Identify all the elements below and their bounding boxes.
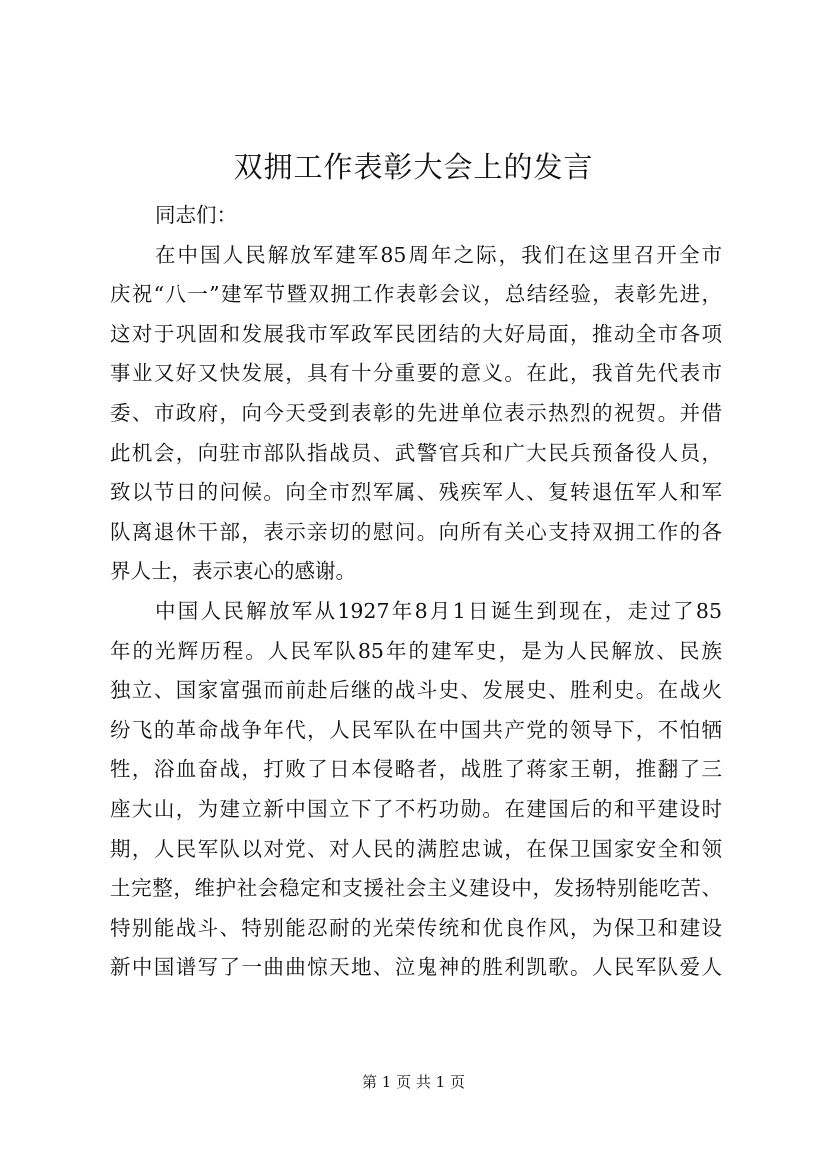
paragraph-line: 事业又好又快发展，具有十分重要的意义。在此，我首先代表市 [110, 361, 722, 386]
paragraph-line: 纷飞的革命战争年代，人民军队在中国共产党的领导下，不怕牺 [110, 717, 722, 742]
paragraph-line: 独立、国家富强而前赴后继的战斗史、发展史、胜利史。在战火 [110, 678, 722, 703]
paragraph-line: 委、市政府，向今天受到表彰的先进单位表示热烈的祝贺。并借 [110, 400, 722, 425]
document-body [110, 196, 722, 988]
paragraph-line: 年的光辉历程。人民军队85年的建军史，是为人民解放、民族 [110, 638, 722, 663]
paragraph-line: 期，人民军队以对党、对人民的满腔忠诚，在保卫国家安全和领 [110, 836, 722, 861]
paragraph-line: 在中国人民解放军建军85周年之际，我们在这里召开全市 [155, 242, 722, 267]
document-title: 双拥工作表彰大会上的发言 [233, 150, 594, 184]
paragraph-line: 此机会，向驻市部队指战员、武警官兵和广大民兵预备役人员， [110, 440, 722, 465]
paragraph-line: 界人士，表示衷心的感谢。 [110, 559, 356, 584]
paragraph-line: 中国人民解放军从1927年8月1日诞生到现在，走过了85 [155, 598, 722, 623]
page-number-footer: 第 1 页 共 1 页 [362, 1073, 465, 1091]
paragraph-2 [110, 592, 722, 988]
paragraph-1 [110, 236, 722, 592]
salutation: 同志们： [155, 203, 237, 227]
paragraph-line: 新中国谱写了一曲曲惊天地、泣鬼神的胜利凯歌。人民军队爱人 [110, 955, 722, 980]
paragraph-line: 土完整，维护社会稳定和支援社会主义建设中，发扬特别能吃苦、 [110, 876, 722, 901]
paragraph-line: 特别能战斗、特别能忍耐的光荣传统和优良作风，为保卫和建设 [110, 915, 722, 940]
paragraph-line: 庆祝“八一”建军节暨双拥工作表彰会议，总结经验，表彰先进， [110, 282, 722, 307]
paragraph-line: 座大山，为建立新中国立下了不朽功勋。在建国后的和平建设时 [110, 796, 722, 821]
paragraph-line: 致以节日的问候。向全市烈军属、残疾军人、复转退伍军人和军 [110, 480, 722, 505]
paragraph-line: 这对于巩固和发展我市军政军民团结的大好局面，推动全市各项 [110, 321, 722, 346]
paragraph-line: 队离退休干部，表示亲切的慰问。向所有关心支持双拥工作的各 [110, 519, 722, 544]
paragraph-line: 牲，浴血奋战，打败了日本侵略者，战胜了蒋家王朝，推翻了三 [110, 757, 722, 782]
